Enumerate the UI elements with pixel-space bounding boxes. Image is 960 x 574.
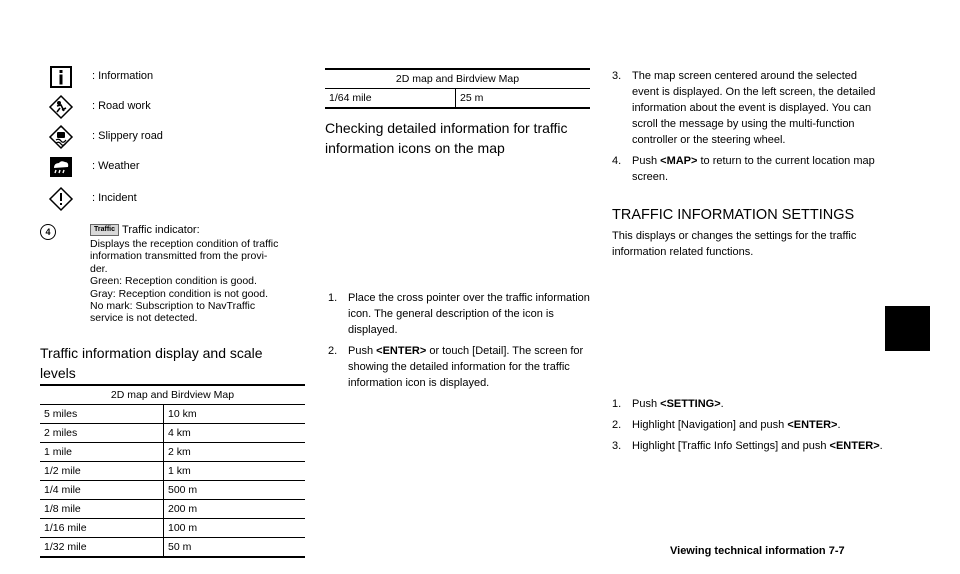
scale-table — [40, 384, 305, 558]
legend-item-information — [40, 64, 310, 90]
table-cell: 1/64 mile — [325, 89, 456, 109]
legend-label: : Road work — [92, 100, 151, 112]
heading-line: Checking detailed information for traffic — [325, 120, 568, 136]
step-text: Push — [348, 345, 377, 357]
table-header: 2D map and Birdview Map — [40, 385, 305, 405]
section-heading-display — [40, 343, 263, 383]
settings-steps — [612, 396, 892, 459]
key-label: <SETTING> — [660, 398, 721, 410]
traffic-indicator-title — [90, 224, 200, 236]
description-line: service is not detected. — [90, 312, 198, 325]
list-item — [328, 343, 590, 391]
checking-steps — [328, 290, 590, 396]
heading-line: information icons on the map — [325, 140, 505, 156]
scale-table-continued — [325, 68, 590, 109]
legend-item-road-work — [40, 94, 310, 120]
table-cell: 1 km — [164, 462, 306, 481]
table-row — [40, 405, 305, 424]
traffic-indicator-label: Traffic indicator: — [122, 224, 200, 236]
step-text: Highlight [Traffic Info Settings] and push — [632, 440, 830, 452]
table-row — [40, 462, 305, 481]
step-number: 3. — [612, 70, 622, 82]
table-cell: 1/32 mile — [40, 538, 164, 558]
step-number: 2. — [328, 345, 338, 357]
legend-label: : Information — [92, 70, 154, 82]
table-header: 2D map and Birdview Map — [325, 69, 590, 89]
step-number: 1. — [612, 398, 622, 410]
description-line: Green: Reception condition is good. — [90, 275, 257, 288]
information-icon — [48, 64, 74, 90]
incident-icon — [48, 186, 74, 212]
legend-label: : Incident — [92, 192, 137, 204]
page-footer: Viewing technical information 7-7 — [670, 545, 845, 557]
list-item — [328, 290, 590, 338]
description-line: Displays the reception condition of traffic — [90, 238, 279, 250]
table-cell: 1/16 mile — [40, 519, 164, 538]
weather-icon — [48, 154, 74, 180]
legend-label: : Weather — [92, 160, 140, 172]
heading-line: levels — [40, 365, 76, 381]
legend-item-weather — [40, 154, 310, 180]
list-item — [612, 396, 892, 412]
heading-line: Traffic information display and scale — [40, 345, 263, 361]
step-text: Place the cross pointer over the traffic information icon. The general description of the icon is displayed. — [348, 292, 590, 336]
table-cell: 1/2 mile — [40, 462, 164, 481]
table-row — [40, 500, 305, 519]
list-item — [612, 68, 880, 148]
table-cell: 10 km — [164, 405, 306, 424]
table-cell: 2 km — [164, 443, 306, 462]
traffic-indicator-description — [90, 238, 310, 325]
table-row — [325, 89, 590, 109]
chapter-tab — [885, 306, 930, 351]
table-cell: 5 miles — [40, 405, 164, 424]
step-text: . — [720, 398, 724, 410]
legend-item-slippery-road — [40, 124, 310, 150]
step-text: . — [837, 419, 841, 431]
description-line: information transmitted from the provi- — [90, 250, 268, 263]
table-cell: 4 km — [164, 424, 306, 443]
table-cell: 1 mile — [40, 443, 164, 462]
description-line: Gray: Reception condition is not good. — [90, 287, 269, 300]
step-text: Push — [632, 155, 661, 167]
step-number: 4. — [612, 155, 622, 167]
key-label: <ENTER> — [829, 440, 880, 452]
table-row — [40, 481, 305, 500]
step-text: Highlight [Navigation] and push — [632, 419, 788, 431]
table-cell: 50 m — [164, 538, 306, 558]
table-cell: 100 m — [164, 519, 306, 538]
description-line: der. — [90, 262, 108, 275]
list-item — [612, 417, 892, 433]
key-label: <ENTER> — [376, 345, 427, 357]
traffic-badge-icon: Traffic — [90, 224, 119, 236]
step-text: The map screen centered around the selected event is displayed. On the left screen, the detailed information about the event is displayed. You can scroll the message by using the multi-function controller or the steering wheel. — [632, 70, 876, 146]
step-text: to return to the current location map screen. — [632, 155, 875, 183]
key-label: <MAP> — [660, 155, 698, 167]
table-cell: 500 m — [164, 481, 306, 500]
table-cell: 1/4 mile — [40, 481, 164, 500]
table-cell: 25 m — [456, 89, 591, 109]
step-text: or touch [Detail]. The screen for showing the detailed information for the traffic information icon is displayed. — [348, 345, 584, 389]
legend-label: : Slippery road — [92, 130, 163, 142]
legend-item-incident — [40, 186, 310, 212]
table-row — [40, 424, 305, 443]
list-item — [612, 153, 880, 185]
callout-marker: 4 — [40, 224, 56, 240]
step-text: Push — [632, 398, 661, 410]
list-item — [612, 438, 892, 454]
checking-steps-continued — [612, 68, 880, 190]
step-number: 2. — [612, 419, 622, 431]
table-row — [40, 538, 305, 558]
table-cell: 2 miles — [40, 424, 164, 443]
section-heading-checking — [325, 118, 568, 158]
section-heading-settings: TRAFFIC INFORMATION SETTINGS — [612, 207, 855, 223]
table-cell: 1/8 mile — [40, 500, 164, 519]
settings-intro: This displays or changes the settings for the traffic information related functions. — [612, 230, 857, 258]
table-row — [40, 519, 305, 538]
step-number: 1. — [328, 292, 338, 304]
road-work-icon — [48, 94, 74, 120]
step-text: . — [879, 440, 883, 452]
key-label: <ENTER> — [787, 419, 838, 431]
step-number: 3. — [612, 440, 622, 452]
table-row — [40, 443, 305, 462]
description-line: No mark: Subscription to NavTraffic — [90, 300, 256, 313]
table-cell: 200 m — [164, 500, 306, 519]
slippery-road-icon — [48, 124, 74, 150]
